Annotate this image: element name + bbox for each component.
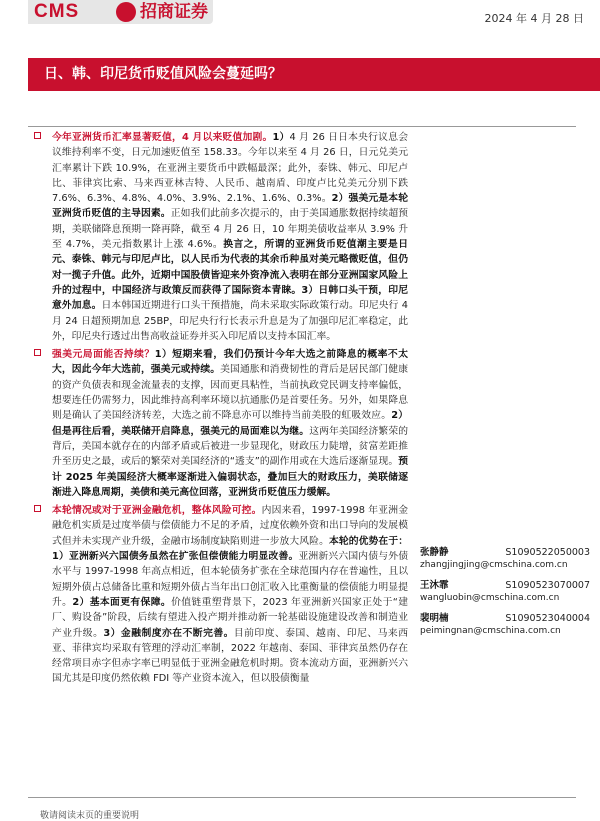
footer-note: 敬请阅读末页的重要说明 xyxy=(40,811,140,821)
bold-text: 2）基本面更有保障。 xyxy=(72,596,172,608)
author-license-id: S1090523040004 xyxy=(505,613,590,624)
square-bullet-icon xyxy=(34,132,41,139)
paragraph-heading: 强美元局面能否持续？ xyxy=(52,349,155,361)
author-email[interactable]: peimingnan@cmschina.com.cn xyxy=(420,626,561,636)
bold-text: 2）但是再往后看，美联储开启降息，强美元的局面难以为继。 xyxy=(52,410,408,437)
body-paragraph xyxy=(32,130,408,344)
report-date: 2024 年 4 月 28 日 xyxy=(484,12,584,25)
bold-text: 1） xyxy=(272,132,290,143)
report-body xyxy=(32,130,408,690)
paragraph-heading: 本轮情况或对于亚洲金融危机，整体风险可控。 xyxy=(52,505,262,517)
logo-cn: 招商证券 xyxy=(140,2,208,22)
bold-text: 预计 2025 年美国经济大概率逐渐进入偏弱状态，叠加巨大的财政压力，美联储逐渐进入降息周期，美债和美元高位回落，亚洲货币贬值压力缓解。 xyxy=(52,456,408,498)
author-list xyxy=(420,546,590,645)
bold-text: 2）强美元是本轮亚洲货币贬值的主导因素。 xyxy=(52,193,408,220)
bold-text: 3）金融制度亦在不断完善。 xyxy=(103,627,234,639)
body-text: 4 月 26 日日本央行议息会议维持利率不变，日元加速贬值至 158.33。今年以来至 4 月 26 日，日元兑美元汇率累计下跌 10.9%，在亚洲主要货币中跌幅最深；此外，泰铢、韩元、印尼卢比、菲律宾比索、马来西亚林吉特、人民币、越南盾、印度卢比兑美元分别下跌 7.6%、6.3%、4.8%、4.0%、3.9%、2.1%、1.6%、0.3%。 xyxy=(52,132,408,205)
body-paragraph xyxy=(32,503,408,687)
body-text: 亚洲新兴六国内债与外债水平与 1997-1998 年高点相近，但本轮债务扩张在全球范围内存在普遍性，且以短期外债占总储备比重和短期外债占当年出口创汇收入比重衡量的偿债能力明显提升。 xyxy=(52,551,408,608)
bottom-divider xyxy=(28,797,576,798)
author-email[interactable]: zhangjingjing@cmschina.com.cn xyxy=(420,560,568,570)
body-text: 正如我们此前多次提示的，由于美国通胀数据持续超预期，美联储降息预期一降再降，截至 4 月 26 日，10 年期美债收益率从 3.9% 升至 4.7%，美元指数累计上涨 4.6%。 xyxy=(52,208,409,251)
body-text: 价值链重塑背景下，2023 年亚洲新兴国家正处于“建厂、购设备”阶段，后续有望进入投产期并推动新一轮基础设施建设改善和制造业产业升级。 xyxy=(52,596,408,639)
author-block xyxy=(420,612,590,638)
author-email[interactable]: wangluobin@cmschina.com.cn xyxy=(420,593,560,603)
author-block xyxy=(420,546,590,572)
bold-text: 1）短期来看，我们仍预计今年大选之前降息的概率不太大，因此今年大选前，强美元或持续。 xyxy=(52,349,408,376)
author-license-id: S1090523070007 xyxy=(505,580,590,591)
body-text: 目前印度、泰国、越南、印尼、马来西亚、菲律宾均采取有管理的浮动汇率制，2022 年越南、泰国、菲律宾虽然仍存在经常项目赤字但赤字率已明显低于亚洲金融危机时期。资本流动方面，亚洲新兴六国尤其是印度仍然依赖 FDI 等产业资本流入，但以股债衡量 xyxy=(52,627,409,685)
report-title: 日、韩、印尼货币贬值风险会蔓延吗？ xyxy=(44,66,282,82)
body-paragraph xyxy=(32,347,408,500)
title-banner xyxy=(28,58,600,91)
author-name: 张静静 xyxy=(420,547,449,558)
company-logo xyxy=(28,0,213,24)
bold-text: 本轮的优势在于：1）亚洲新兴六国债务虽然在扩张但偿债能力明显改善。 xyxy=(52,535,409,563)
body-text: 这两年美国经济繁荣的背后，美国本就存在的内部矛盾或后被进一步显现化，财政压力陡增，贫富差距推升至历史之最，或后的繁荣对美国经济的“透支”的副作用或在大选后逐渐显现。 xyxy=(52,425,409,468)
paragraph-heading: 今年亚洲货币汇率显著贬值，4 月以来贬值加剧。 xyxy=(52,132,273,143)
body-text: 内因来看，1997-1998 年亚洲金融危机实质是过度举债与偿债能力不足的矛盾，过度依赖外资和出口导向的发展模式但并未实现产业升级，金融市场制度缺陷则进一步放大风险。 xyxy=(52,505,408,547)
author-block xyxy=(420,579,590,605)
bold-text: 换言之，所谓的亚洲货币贬值潮主要是日元、泰铢、韩元与印尼卢比，以人民币为代表的其余币种虽对美元略微贬值，但仍对一揽子升值。此外，近期中国股债皆迎来外资净流入表明在部分亚洲国家风险上升的过程中，中国经济与政策反而获得了国际资本青睐。3）日韩口头干预，印尼意外加息。 xyxy=(52,239,408,312)
top-divider xyxy=(28,126,576,127)
logo-mark-icon xyxy=(116,2,136,22)
square-bullet-icon xyxy=(34,505,41,512)
logo-en: CMS xyxy=(34,1,80,22)
author-name: 裴明楠 xyxy=(420,613,449,624)
author-license-id: S1090522050003 xyxy=(505,547,590,558)
body-text: 日本韩国近期进行口头干预措施，尚未采取实际政策行动。印尼央行 4 月 24 日超预期加息 25BP，印尼央行行长表示升息是为了加强印尼汇率稳定，此外，印尼央行透过出售高收益证券并买入印尼盾以支持本国汇率。 xyxy=(52,300,408,342)
body-text: 美国通胀和消费韧性的背后是居民部门健康的资产负债表和现金流量表的支撑，因而更具粘性，当前执政党民调支持率偏低，想要连任仍需努力，因此维持高利率环境以抗通胀仍是首要任务。另外，如果降息则是确认了美国经济转差，大选之前不降息亦可以维持当前美股的虹吸效应。 xyxy=(52,364,409,422)
author-name: 王沐霏 xyxy=(420,580,449,591)
square-bullet-icon xyxy=(34,349,41,356)
